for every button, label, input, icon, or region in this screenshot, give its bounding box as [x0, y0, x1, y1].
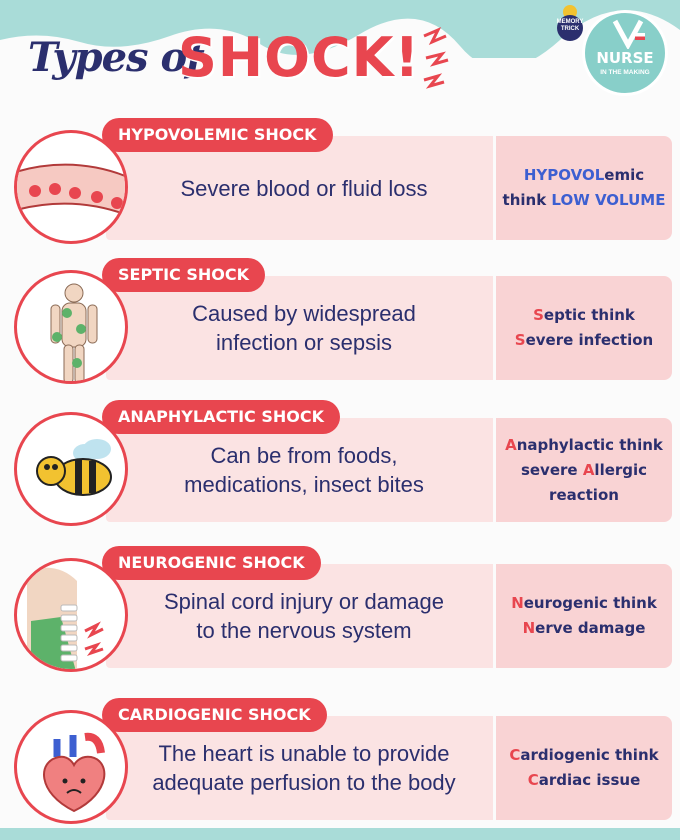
illustration-circle	[14, 412, 128, 526]
memory-trick-segment: C	[509, 746, 521, 764]
memory-trick-badge	[550, 2, 590, 42]
memory-trick-line	[509, 743, 658, 768]
memory-trick-line	[524, 163, 644, 188]
title-main: SHOCK!	[178, 26, 421, 89]
memory-trick-line	[523, 616, 646, 641]
memory-trick-segment: llergic	[594, 460, 648, 479]
card-septic	[14, 258, 680, 378]
memory-trick-segment: severe	[520, 460, 583, 479]
memory-trick-line	[505, 433, 663, 458]
memory-trick-segment: ardiogenic think	[520, 746, 659, 764]
shock-type-label: NEUROGENIC SHOCK	[102, 546, 321, 580]
memory-trick-line	[503, 188, 666, 213]
logo-main-text: NURSE	[596, 49, 654, 67]
blood-vessel-icon	[17, 133, 125, 244]
description-line: infection or sepsis	[215, 330, 393, 355]
card-hypovolemic	[14, 118, 680, 238]
memory-trick-segment: reaction	[549, 485, 619, 504]
memory-trick-segment: eurogenic think	[523, 594, 657, 612]
badge-line-1: MEMORY	[556, 19, 584, 25]
heart-icon	[17, 713, 125, 824]
description-line: Can be from foods,	[210, 443, 398, 468]
memory-trick-line	[511, 591, 657, 616]
memory-trick-segment: N	[522, 619, 536, 637]
memory-trick	[496, 276, 672, 380]
memory-trick	[496, 418, 672, 522]
memory-trick-segment: erve damage	[535, 619, 646, 637]
card-anaphylactic	[14, 400, 680, 520]
description-line: Spinal cord injury or damage	[163, 589, 445, 614]
memory-trick-segment: eptic think	[543, 306, 635, 324]
memory-trick-segment: LOW VOLUME	[551, 191, 666, 209]
memory-trick-segment: naphylactic think	[516, 435, 663, 454]
memory-trick-segment: evere infection	[525, 331, 654, 349]
memory-trick-line	[528, 768, 641, 793]
shock-type-label: ANAPHYLACTIC SHOCK	[102, 400, 340, 434]
card-neurogenic	[14, 546, 680, 666]
logo	[582, 10, 668, 96]
memory-trick-segment: think	[502, 191, 552, 209]
memory-trick	[496, 136, 672, 240]
illustration-circle	[14, 710, 128, 824]
logo-mark-icon	[611, 19, 645, 49]
illustration-circle	[14, 558, 128, 672]
memory-trick-line	[521, 458, 647, 483]
memory-trick-segment: N	[511, 594, 524, 612]
shock-type-label: SEPTIC SHOCK	[102, 258, 265, 292]
description-line: The heart is unable to provide	[158, 741, 450, 766]
spine-icon	[17, 561, 125, 672]
body-infection-icon	[17, 273, 125, 384]
description-line: Caused by widespread	[192, 301, 416, 326]
description-line: to the nervous system	[196, 618, 412, 643]
illustration-circle	[14, 270, 128, 384]
memory-trick-segment: HYPOVOL	[523, 166, 605, 184]
logo-sub-text: IN THE MAKING	[600, 69, 650, 76]
memory-trick	[496, 716, 672, 820]
memory-trick-segment: emic	[604, 166, 645, 184]
memory-trick-line	[515, 328, 653, 353]
memory-trick-line	[549, 483, 619, 508]
shock-type-label: CARDIOGENIC SHOCK	[102, 698, 327, 732]
shock-type-label: HYPOVOLEMIC SHOCK	[102, 118, 333, 152]
memory-trick-segment: C	[527, 771, 539, 789]
badge-line-2: TRICK	[560, 26, 580, 32]
memory-trick	[496, 564, 672, 668]
description-line: Severe blood or fluid loss	[180, 175, 428, 201]
title-prefix: Types of	[28, 34, 203, 81]
page-title	[20, 18, 500, 98]
description-line: medications, insect bites	[184, 472, 424, 497]
illustration-circle	[14, 130, 128, 244]
memory-trick-segment: ardiac issue	[538, 771, 641, 789]
memory-trick-line	[533, 303, 635, 328]
card-cardiogenic	[14, 698, 680, 818]
memory-trick-segment: A	[582, 460, 595, 479]
memory-trick-segment: S	[514, 331, 526, 349]
memory-trick-segment: A	[505, 435, 517, 454]
bee-icon	[17, 415, 125, 526]
burst-icon	[418, 20, 458, 90]
memory-trick-segment: S	[533, 306, 544, 324]
description-line: adequate perfusion to the body	[152, 770, 456, 795]
